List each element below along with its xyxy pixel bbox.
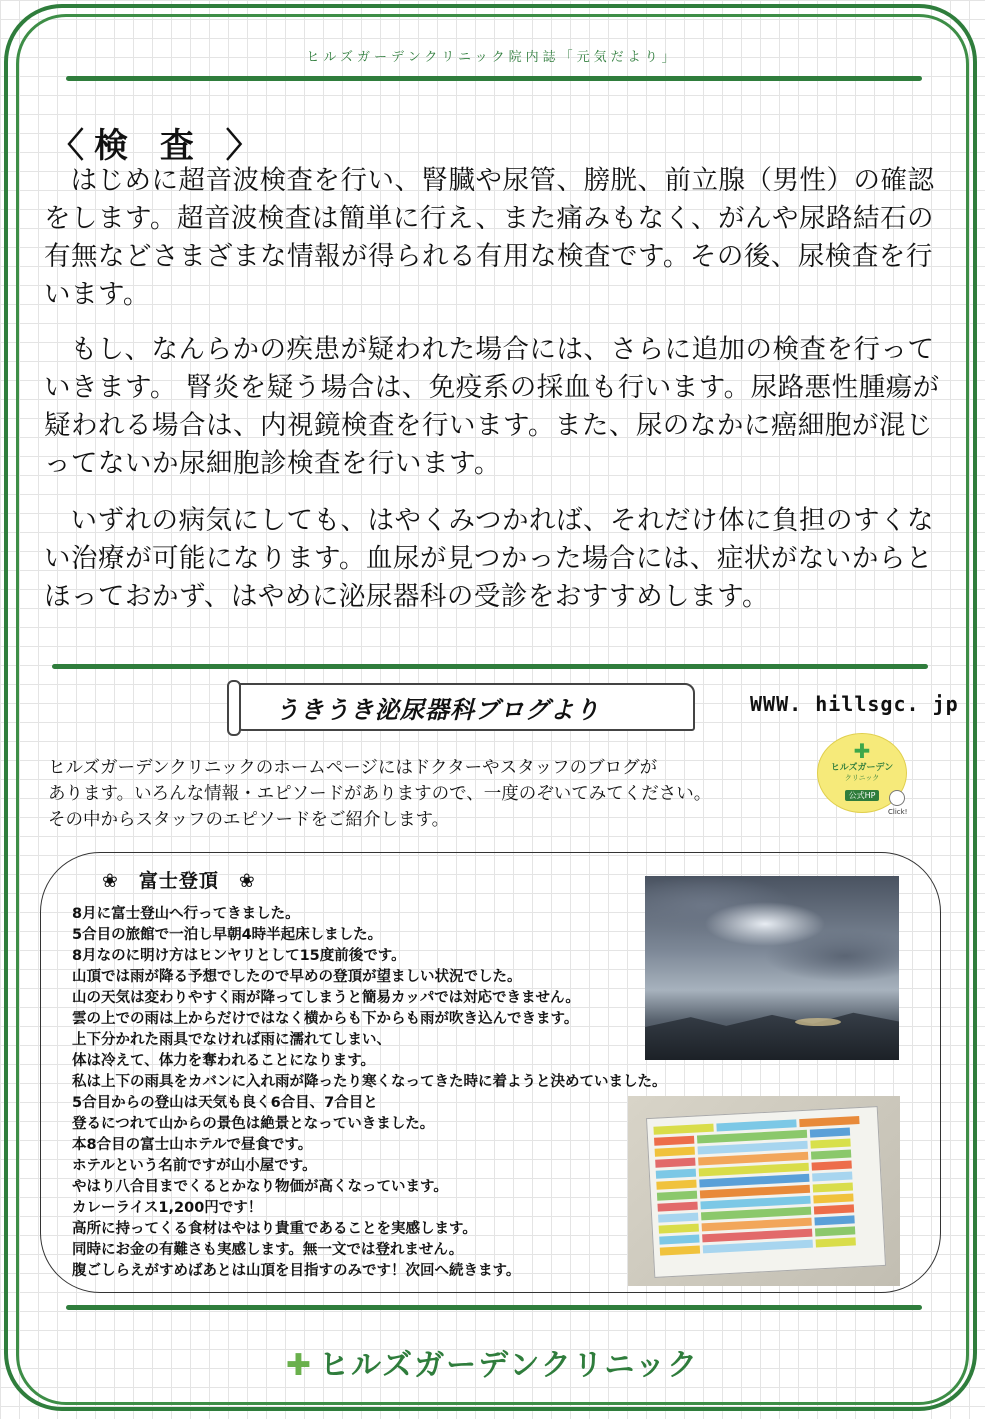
badge-line-3: 公式HP xyxy=(845,790,880,801)
menu-board-photo xyxy=(628,1096,900,1286)
story-line: 登るにつれて山からの景色は絶景となっていきました。 xyxy=(72,1116,435,1132)
clover-cross-icon: ✚ xyxy=(285,1348,314,1383)
blog-banner-label: うきうき泌尿器科ブログより xyxy=(275,695,600,724)
story-line: 雲の上での雨は上からだけではなく横からも下からも雨が吹き込んできます。 xyxy=(72,1011,579,1027)
footer-divider xyxy=(66,1305,922,1310)
blog-intro-line: その中からスタッフのエピソードをご紹介します。 xyxy=(48,810,450,830)
badge-line-1: ヒルズガーデン xyxy=(830,763,894,773)
story-line: 8月に富士登山へ行ってきました。 xyxy=(72,906,300,922)
exam-heading: 〈検 査 〉 xyxy=(50,126,270,166)
story-line: カレーライス1,200円です！ xyxy=(72,1200,263,1216)
clover-cross-icon: ✚ xyxy=(853,739,871,763)
mountain-sky-photo xyxy=(645,876,899,1060)
mountain-ridge xyxy=(645,1005,899,1060)
story-line: 腹ごしらえがすめばあとは山頂を目指すのみです！次回へ続きます。 xyxy=(72,1263,521,1279)
exam-paragraph-1 xyxy=(44,162,949,314)
blog-banner xyxy=(233,683,695,731)
exam-paragraph-3 xyxy=(44,502,949,616)
exam-paragraph-1-text: はじめに超音波検査を行い、腎臓や尿管、膀胱、前立腺（男性）の確認をします。超音波検査は簡単に行え、また痛みもなく、がんや尿路結石の有無などさまざまな情報が得られる有用な検査です。その後、尿検査を行います。 xyxy=(44,165,935,310)
badge-click-label: Click! xyxy=(888,808,908,816)
blog-intro-line: ヒルズガーデンクリニックのホームページにはドクターやスタッフのブログが xyxy=(48,758,658,778)
clinic-logo xyxy=(0,1340,985,1384)
header-divider xyxy=(66,76,922,81)
story-line: 私は上下の雨具をカバンに入れ雨が降ったり寒くなってきた時に着ようと決めていました。 xyxy=(72,1074,667,1090)
story-line: 8月なのに明け方はヒンヤリとして15度前後です。 xyxy=(72,948,406,964)
story-line: やはり八合目までくるとかなり物価が高くなっています。 xyxy=(72,1179,448,1195)
story-line: 本8合目の富士山ホテルで昼食です。 xyxy=(72,1137,313,1153)
website-url[interactable]: WWW. hillsgc. jp xyxy=(750,692,959,716)
blog-intro xyxy=(48,755,808,833)
exam-paragraph-2 xyxy=(44,331,949,483)
newsletter-header: ヒルズガーデンクリニック院内誌「元気だより」 xyxy=(306,50,679,65)
menu-card xyxy=(646,1106,886,1278)
badge-line-2: クリニック xyxy=(844,774,880,782)
story-line: 上下分かれた雨具でなければ雨に濡れてしまい、 xyxy=(72,1032,391,1048)
story-line: 山頂では雨が降る予想でしたので早めの登頂が望ましい状況でした。 xyxy=(72,969,522,985)
story-line: 同時にお金の有難さも実感します。無一文では登れません。 xyxy=(72,1242,464,1258)
clinic-logo-text: ヒルズガーデンクリニック xyxy=(319,1348,700,1383)
blog-intro-line: あります。いろんな情報・エピソードがありますので、一度のぞいてみてください。 xyxy=(48,784,712,804)
exam-paragraph-2-text: もし、なんらかの疾患が疑われた場合には、さらに追加の検査を行っていきます。 腎炎を疑う場合は、免疫系の採血も行います。尿路悪性腫瘍が疑われる場合は、内視鏡検査を行います。また、尿のなかに癌細胞が混じってないか尿細胞診検査を行います。 xyxy=(44,334,940,479)
story-title: ❀ 富士登頂 ❀ xyxy=(102,870,256,892)
story-line: 山の天気は変わりやすく雨が降ってしまうと簡易カッパでは対応できません。 xyxy=(72,990,580,1006)
story-line: 体は冷えて、体力を奪われることになります。 xyxy=(72,1053,376,1069)
story-line: 高所に持ってくる食材はやはり貴重であることを実感します。 xyxy=(72,1221,477,1237)
pointer-hand-icon xyxy=(889,790,905,806)
exam-paragraph-3-text: いずれの病気にしても、はやくみつかれば、それだけ体に負担のすくない治療が可能になります。血尿が見つかった場合には、症状がないからとほっておかず、はやめに泌尿器科の受診をおすすめします。 xyxy=(44,505,934,612)
story-line: 5合目の旅館で一泊し早朝4時半起床しました。 xyxy=(72,927,383,943)
section-divider xyxy=(52,664,928,669)
lake-reflection xyxy=(795,1018,841,1026)
story-line: ホテルという名前ですが山小屋です。 xyxy=(72,1158,317,1174)
story-line: 5合目からの登山は天気も良く6合目、7合目と xyxy=(72,1095,378,1111)
